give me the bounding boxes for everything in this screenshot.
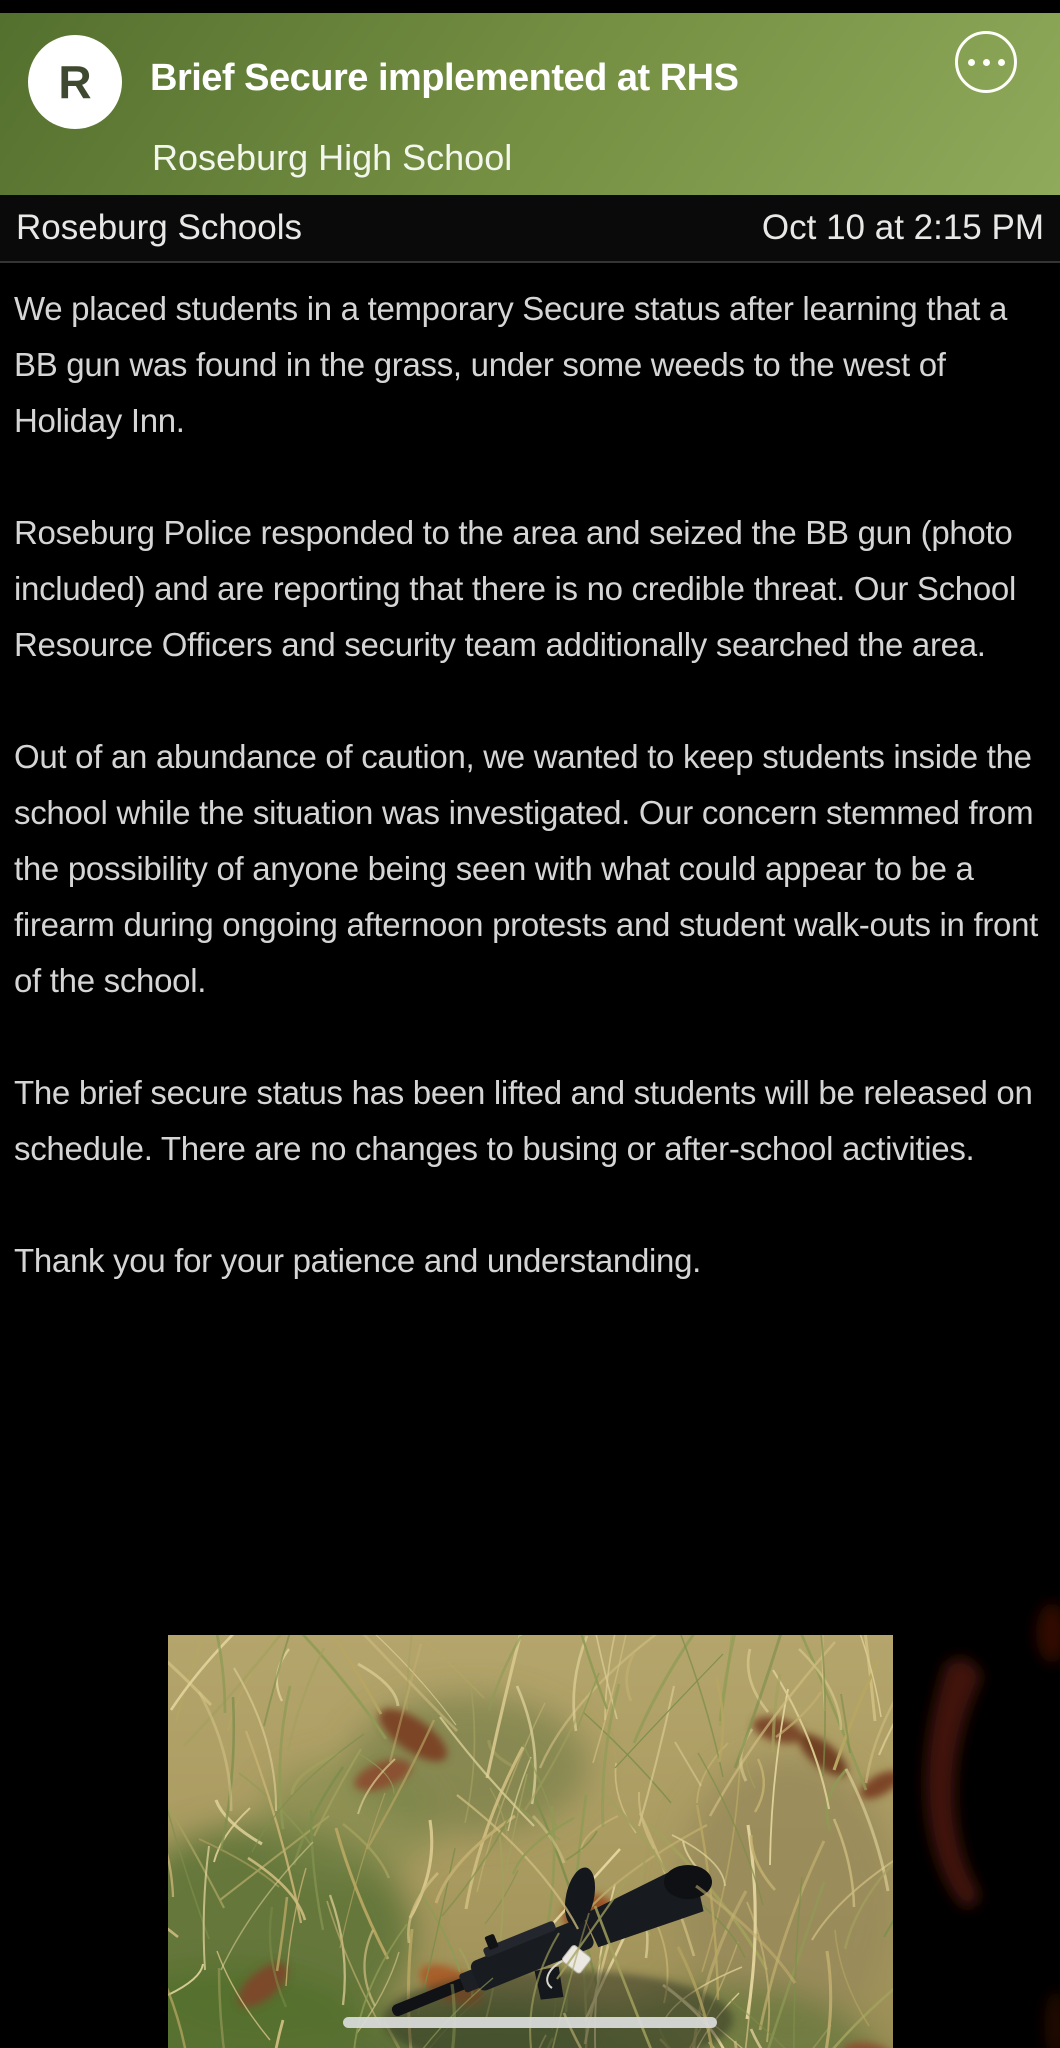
scroll-indicator[interactable] [343,2017,717,2028]
post-title: Brief Secure implemented at RHS [150,57,739,99]
avatar-letter: R [58,56,92,108]
paragraph: Roseburg Police responded to the area and seized the BB gun (photo included) and are reporting that there is no credible threat. Our School Resource Officers and security team additionally searched the area. [14,514,1016,663]
paragraph: Out of an abundance of caution, we wanted to keep students inside the school while the situation was investigated. Our concern stemmed from the possibility of anyone being seen with what could appear to be a firearm during ongoing afternoon protests and student walk-outs in front of the school. [14,738,1039,999]
post-subtitle: Roseburg High School [152,137,513,178]
message-body [0,265,1060,1345]
more-options-button[interactable] [955,31,1017,93]
status-bar-spacer [0,0,1060,13]
timestamp: Oct 10 at 2:15 PM [761,208,1044,247]
sender-name: Roseburg Schools [16,208,302,247]
red-smudge-artifact [900,1595,1060,2048]
attachment-photo[interactable] [168,1635,893,2048]
avatar [28,35,122,129]
paragraph: Thank you for your patience and understanding. [14,1242,701,1279]
ellipsis-circle-icon [968,59,975,66]
post-header [0,13,1060,195]
paragraph: The brief secure status has been lifted and students will be released on schedule. There are no changes to busing or after-school activities. [14,1074,1033,1167]
paragraph: We placed students in a temporary Secure status after learning that a BB gun was found in the grass, under some weeds to the west of Holiday Inn. [14,290,1008,439]
bb-gun-photo-graphic [168,1635,893,2048]
meta-row [0,195,1060,263]
